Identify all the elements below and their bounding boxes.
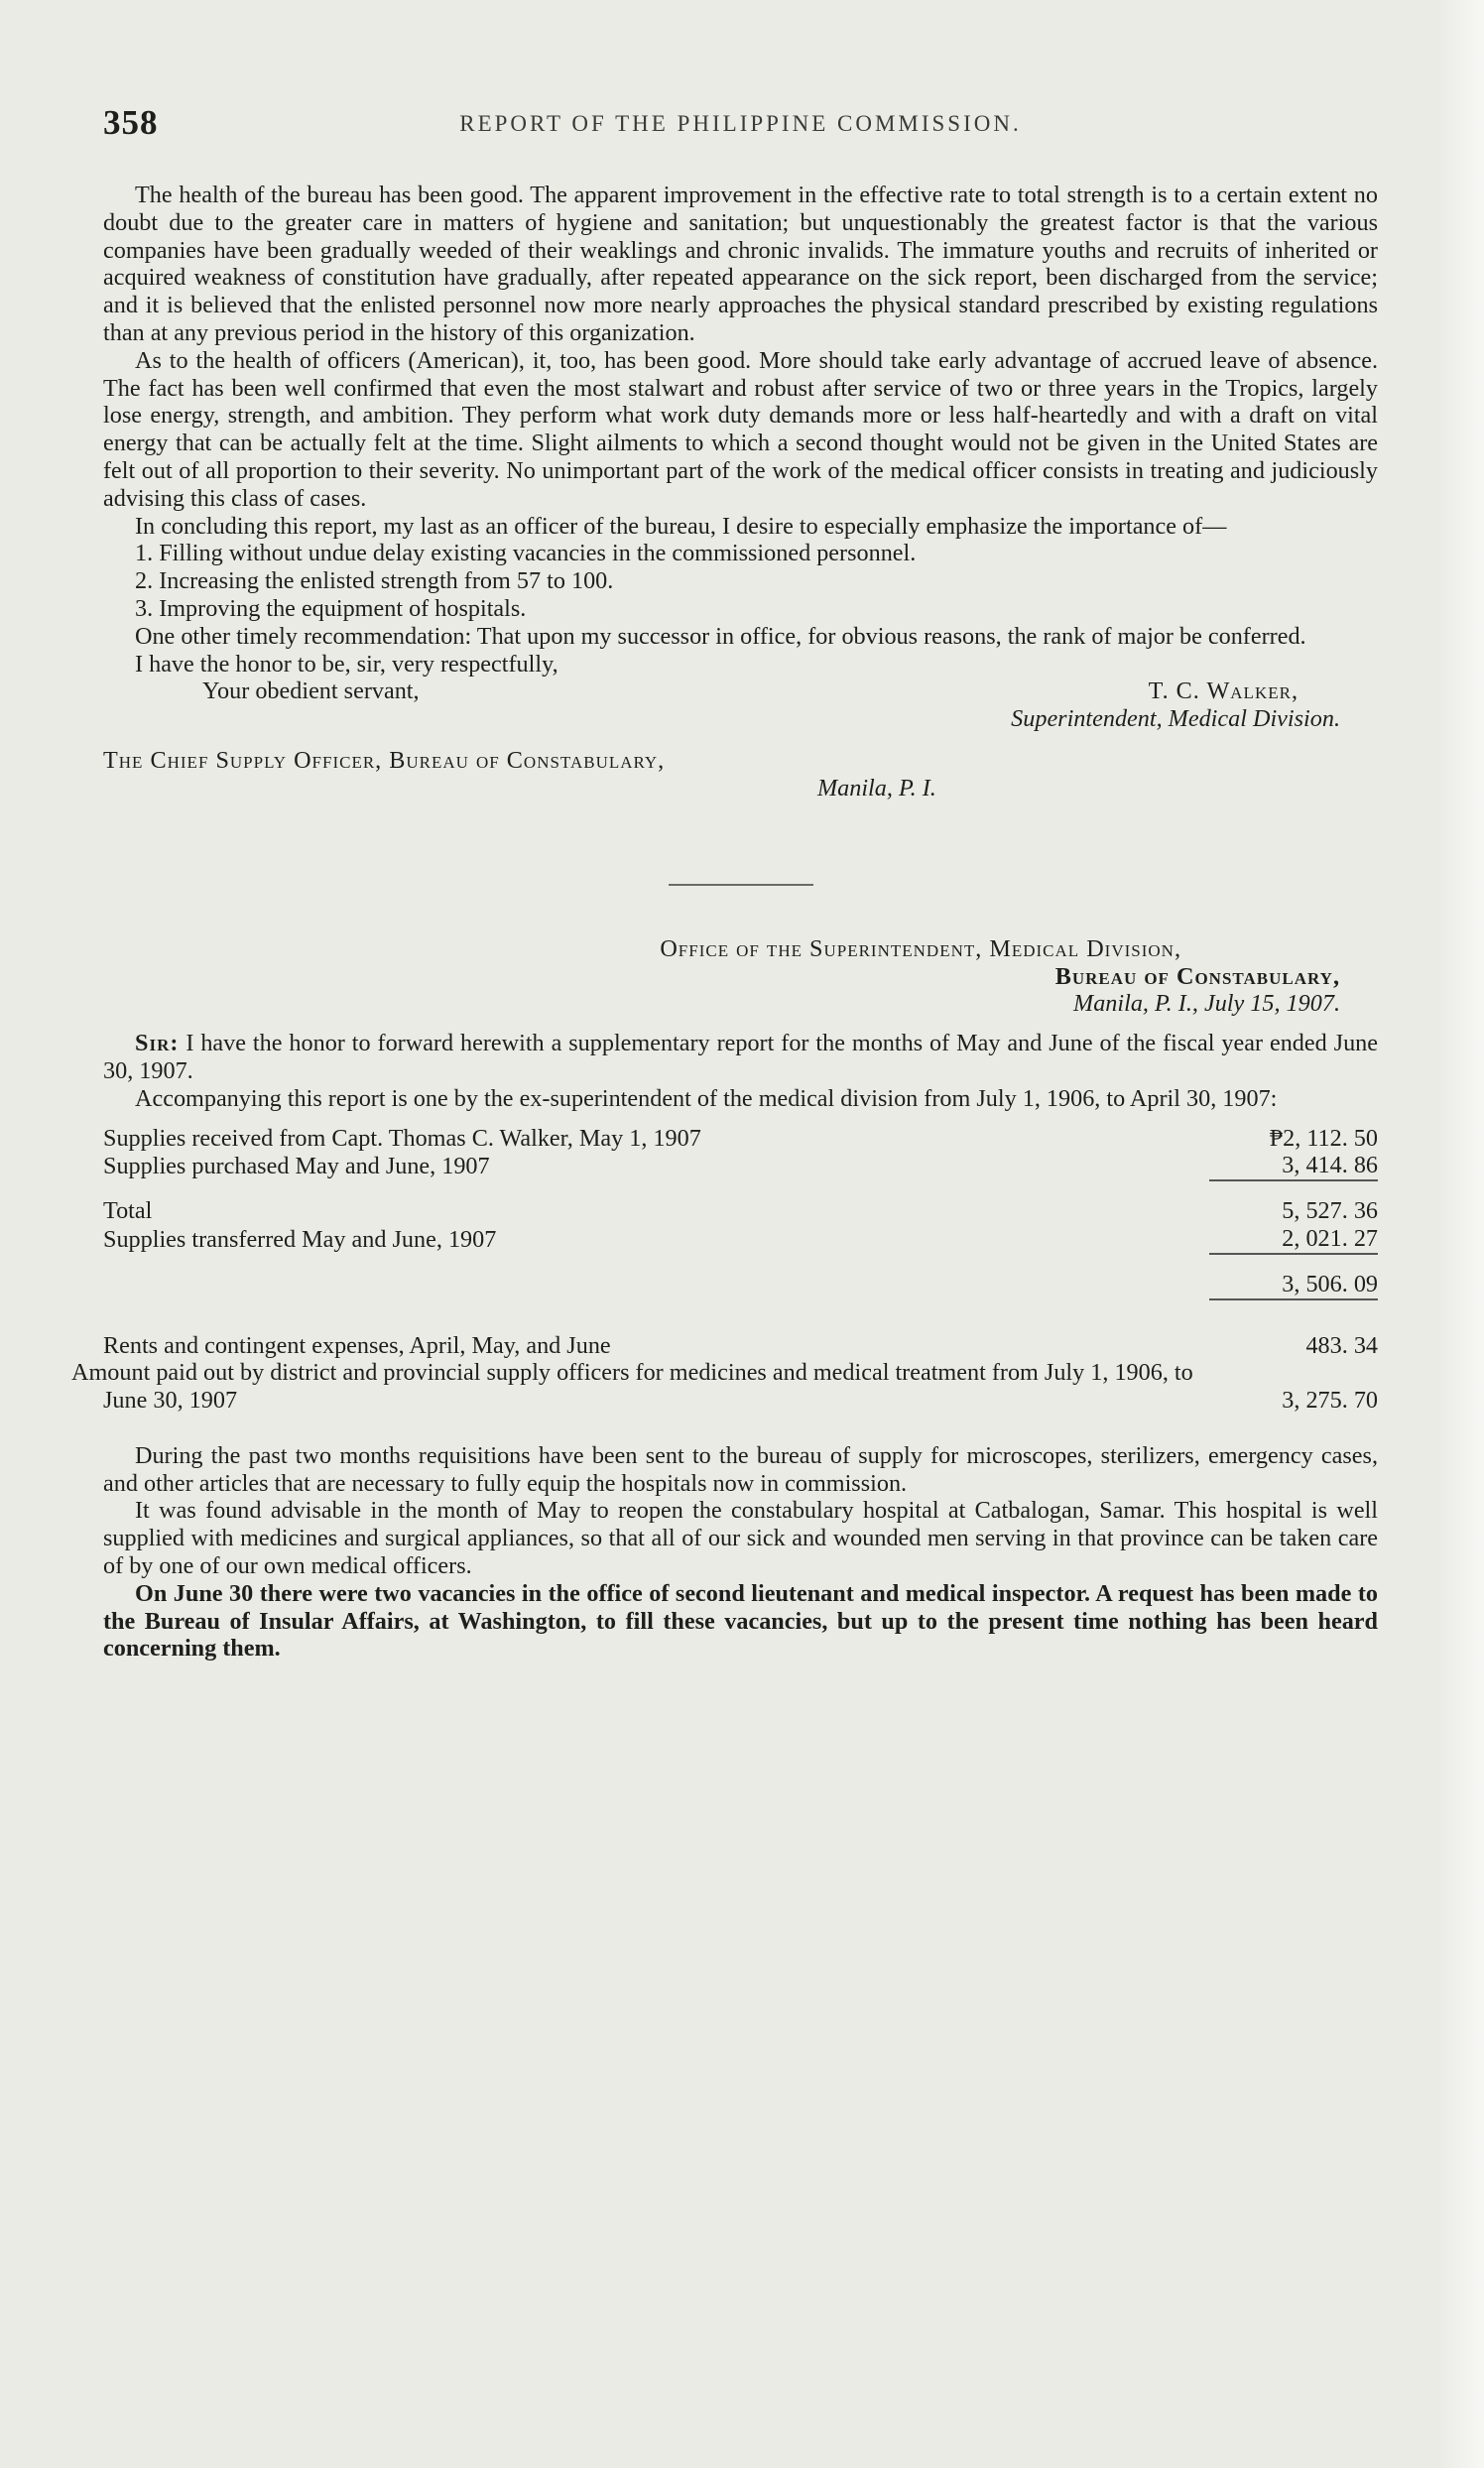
closing-line: I have the honor to be, sir, very respectfully,: [135, 650, 558, 678]
report2-body: [103, 1442, 1378, 1663]
office-line: Office of the Superintendent, Medical Division,: [660, 934, 1181, 962]
section-divider: [669, 884, 813, 886]
running-title: REPORT OF THE PHILIPPINE COMMISSION.: [459, 111, 1022, 136]
report2-paragraph: During the past two months requisitions have been sent to the bureau of supply for microscopes, sterilizers, emergency cases, and other articles that are necessary to fully equip the hospitals now in commission.: [103, 1441, 1378, 1497]
account-amount: 3, 414. 86: [1209, 1152, 1378, 1180]
account-amount: 3, 506. 09: [1209, 1271, 1378, 1299]
supplies-account-table: [71, 1124, 1378, 1415]
page-header: [103, 103, 1378, 147]
account-amount: ₱2, 112. 50: [1269, 1124, 1378, 1152]
expense-row: [103, 1332, 1378, 1360]
account-row: [103, 1197, 1378, 1225]
report1-paragraph: The health of the bureau has been good. The apparent improvement in the effective rate to total strength is to a certain extent no doubt due to the greater care in matters of hygiene and sanitation; but unquestionably the greatest factor is that the various companies have been gradually weeded of their weaklings and chronic invalids. The immature youths and recruits of inherited or acquired weakness of constitution have gradually, after repeated appearance on the sick report, been discharged from the service; and it is believed that the enlisted personnel now more nearly approaches the physical standard prescribed by existing regulations than at any previous period in the history of this organization.: [103, 182, 1378, 346]
report1-paragraph: One other timely recommendation: That upon my successor in office, for obvious reasons, the rank of major be conferred.: [135, 622, 1306, 650]
recommendation-item: 1. Filling without undue delay existing vacancies in the commissioned personnel.: [135, 540, 917, 567]
expense-label: Amount paid out by district and provincial supply officers for medicines and medical treatment from July 1, 1906, to June 30, 1907: [71, 1359, 1193, 1415]
expense-amount: 3, 275. 70: [1282, 1387, 1378, 1415]
account-row: [103, 1225, 1378, 1254]
account-label: [103, 1271, 1209, 1299]
report2-paragraph: On June 30 there were two vacancies in the office of second lieutenant and medical inspector. A request has been made to the Bureau of Insular Affairs, at Washington, to fill these vacancies, but up to the present time nothing has been heard concerning them.: [103, 1579, 1378, 1663]
report2-paragraph: It was found advisable in the month of May to reopen the constabulary hospital at Catbalogan, Samar. This hospital is well supplied with medicines and surgical appliances, so that all of our sick and wounded men serving in that province can be taken care of by one of our own medical officers.: [103, 1497, 1378, 1580]
report1-paragraph: As to the health of officers (American), it, too, has been good. More should take early advantage of accrued leave of absence. The fact has been well confirmed that even the most stalwart and robust after service of two or three years in the Tropics, largely lose energy, strength, and ambition. They perform what work duty demands more or less half-heartedly and with a draft on vital energy that can be actually felt at the time. Slight ailments to which a second thought would not be given in the United States are felt out of all proportion to their severity. No unimportant part of the work of the medical officer consists in treating and judiciously advising this class of cases.: [103, 346, 1378, 512]
signature-row: [103, 678, 1378, 705]
page-edge: [1438, 0, 1484, 2468]
account-label: Total: [103, 1197, 153, 1225]
account-label: Supplies transferred May and June, 1907: [103, 1225, 497, 1253]
salutation: Sir:: [135, 1030, 180, 1057]
report2-paragraph: Accompanying this report is one by the ex-superintendent of the medical division from July 1, 1906, to April 30, 1907:: [135, 1084, 1278, 1112]
expense-row: [103, 1359, 1378, 1415]
recommendation-item: 2. Increasing the enlisted strength from 57 to 100.: [135, 567, 614, 595]
account-label: Supplies received from Capt. Thomas C. Walker, May 1, 1907: [103, 1124, 701, 1152]
page-body: [71, 182, 1378, 1663]
signature-name: T. C. Walker,: [1148, 678, 1298, 705]
account-row: [103, 1271, 1378, 1299]
servant-line: Your obedient servant,: [202, 678, 420, 705]
expense-amount: 483. 34: [1305, 1331, 1378, 1359]
expense-label: Rents and contingent expenses, April, May, and June: [103, 1331, 611, 1359]
recommendation-item: 3. Improving the equipment of hospitals.: [135, 594, 527, 622]
account-row: [103, 1152, 1378, 1180]
addressee-city: Manila, P. I.: [817, 774, 936, 802]
account-amount: 2, 021. 27: [1209, 1225, 1378, 1254]
office-heading: [103, 935, 1378, 1018]
addressee: [103, 747, 1378, 802]
signature-title: Superintendent, Medical Division.: [1011, 705, 1340, 733]
account-amount: 5, 527. 36: [1282, 1197, 1378, 1225]
report2-paragraph: Sir: I have the honor to forward herewith a supplementary report for the months of May and June of the fiscal year ended June 30, 1907.: [103, 1030, 1378, 1084]
office-date: Manila, P. I., July 15, 1907.: [1073, 990, 1340, 1018]
page-number: 358: [103, 103, 159, 142]
account-row: [103, 1125, 1378, 1153]
report1-paragraph: In concluding this report, my last as an officer of the bureau, I desire to especially emphasize the importance of—: [135, 512, 1227, 540]
office-line: Bureau of Constabulary,: [1054, 962, 1340, 990]
account-label: Supplies purchased May and June, 1907: [103, 1153, 490, 1180]
addressee-line: The Chief Supply Officer, Bureau of Constabulary,: [103, 747, 666, 775]
